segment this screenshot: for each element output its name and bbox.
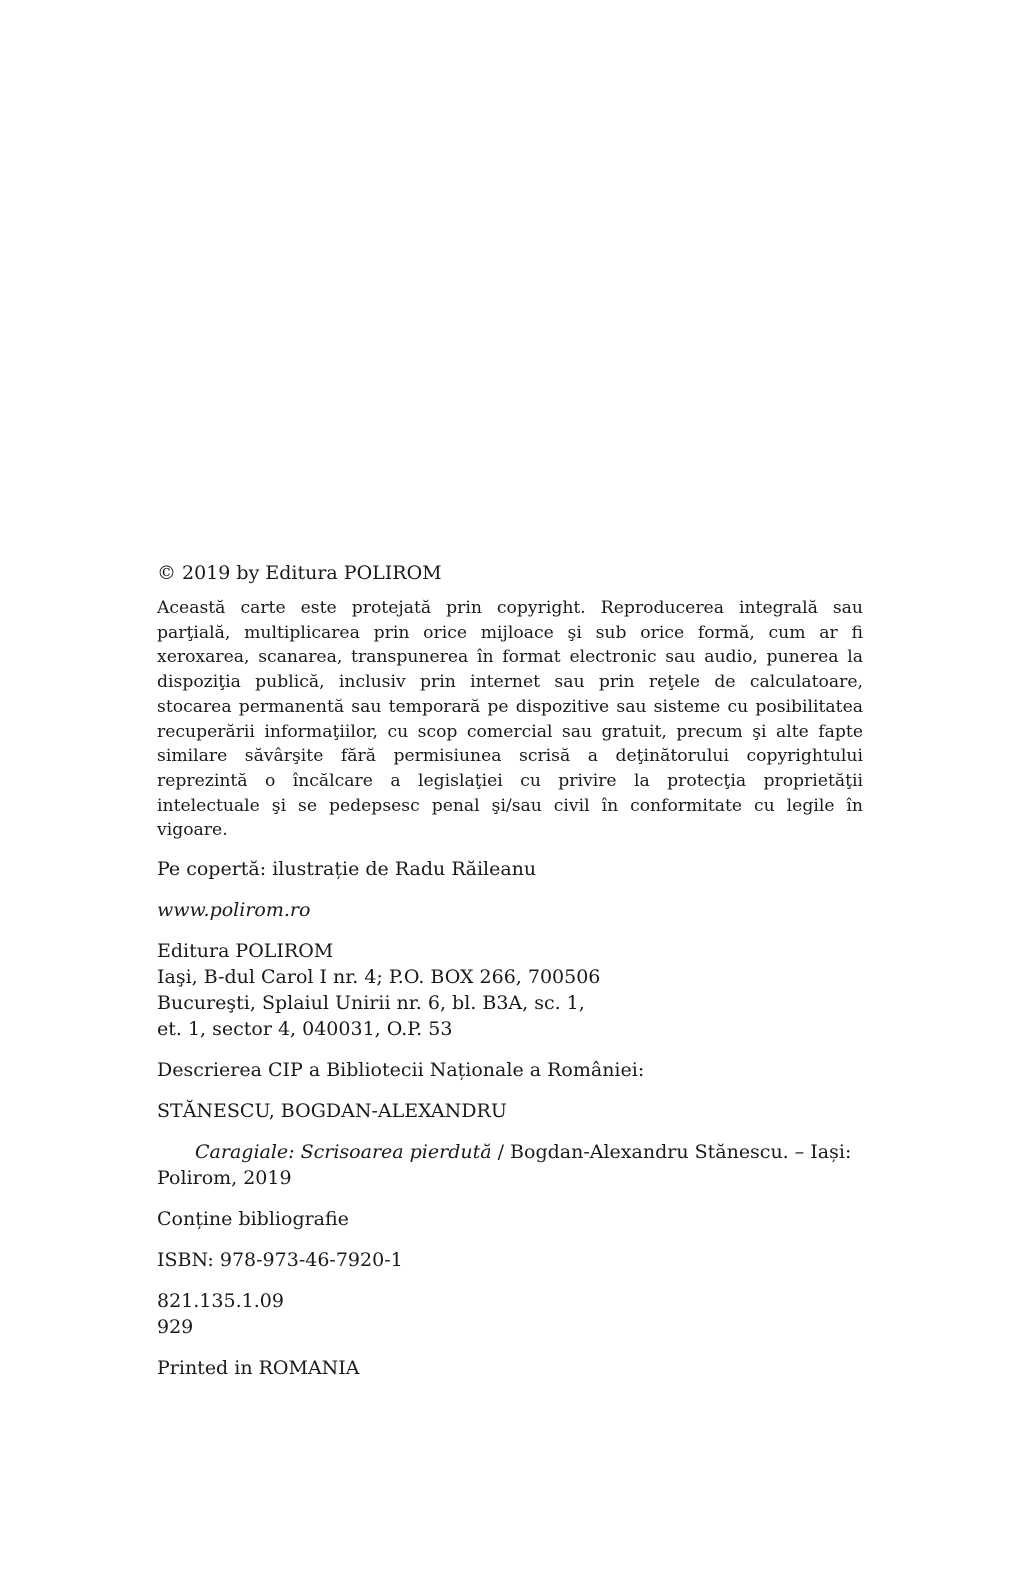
classification-code-2: 929 <box>157 1316 194 1339</box>
classification <box>157 1288 863 1340</box>
publisher-address-iasi: Iaşi, B-dul Carol I nr. 4; P.O. BOX 266, 700506 <box>157 966 601 989</box>
cip-contents: Conține bibliografie <box>157 1208 349 1231</box>
legal-notice: Această carte este protejată prin copyright. Reproducerea integrală sau parţială, multiplicarea prin orice mijloace şi sub orice formă, cum ar fi xeroxarea, scanarea, transpunerea în format electronic sau audio, punerea la dispoziţia publică, inclusiv prin internet sau prin reţele de calculatoare, stocarea permanentă sau temporară pe dispozitive sau sisteme cu posibilitatea recuperării informaţiilor, cu scop comercial sau gratuit, precum şi alte fapte similare săvârşite fără permisiunea scrisă a deţinătorului copyrightului reprezintă o încălcare a legislaţiei cu privire la protecţia proprietăţii intelectuale şi se pedepsesc penal şi/sau civil în conformitate cu legile în vigoare. <box>157 598 863 841</box>
publisher-address-bucuresti-line-2: et. 1, sector 4, 040031, O.P. 53 <box>157 1018 453 1041</box>
classification-code-1: 821.135.1.09 <box>157 1290 284 1313</box>
cip-reference <box>157 1139 863 1191</box>
cip-author: STĂNESCU, BOGDAN-ALEXANDRU <box>157 1100 507 1123</box>
publisher-website: www.polirom.ro <box>157 899 311 922</box>
cip-title-rest: / Bogdan-Alexandru Stănescu. – Iași: Polirom, 2019 <box>157 1141 852 1190</box>
cover-credit: Pe copertă: ilustrație de Radu Răileanu <box>157 858 537 881</box>
copyright-page <box>157 560 863 1381</box>
isbn: ISBN: 978-973-46-7920-1 <box>157 1249 403 1272</box>
publisher-info <box>157 938 863 1042</box>
cip-heading: Descrierea CIP a Bibliotecii Naționale a României: <box>157 1059 645 1082</box>
cip-title: Caragiale: Scrisoarea pierdută <box>195 1141 492 1164</box>
printed-in: Printed in ROMANIA <box>157 1357 360 1380</box>
copyright-notice: © 2019 by Editura POLIROM <box>157 562 442 584</box>
publisher-address-bucuresti-line-1: Bucureşti, Splaiul Unirii nr. 6, bl. B3A, sc. 1, <box>157 992 585 1015</box>
publisher-name: Editura POLIROM <box>157 940 334 963</box>
